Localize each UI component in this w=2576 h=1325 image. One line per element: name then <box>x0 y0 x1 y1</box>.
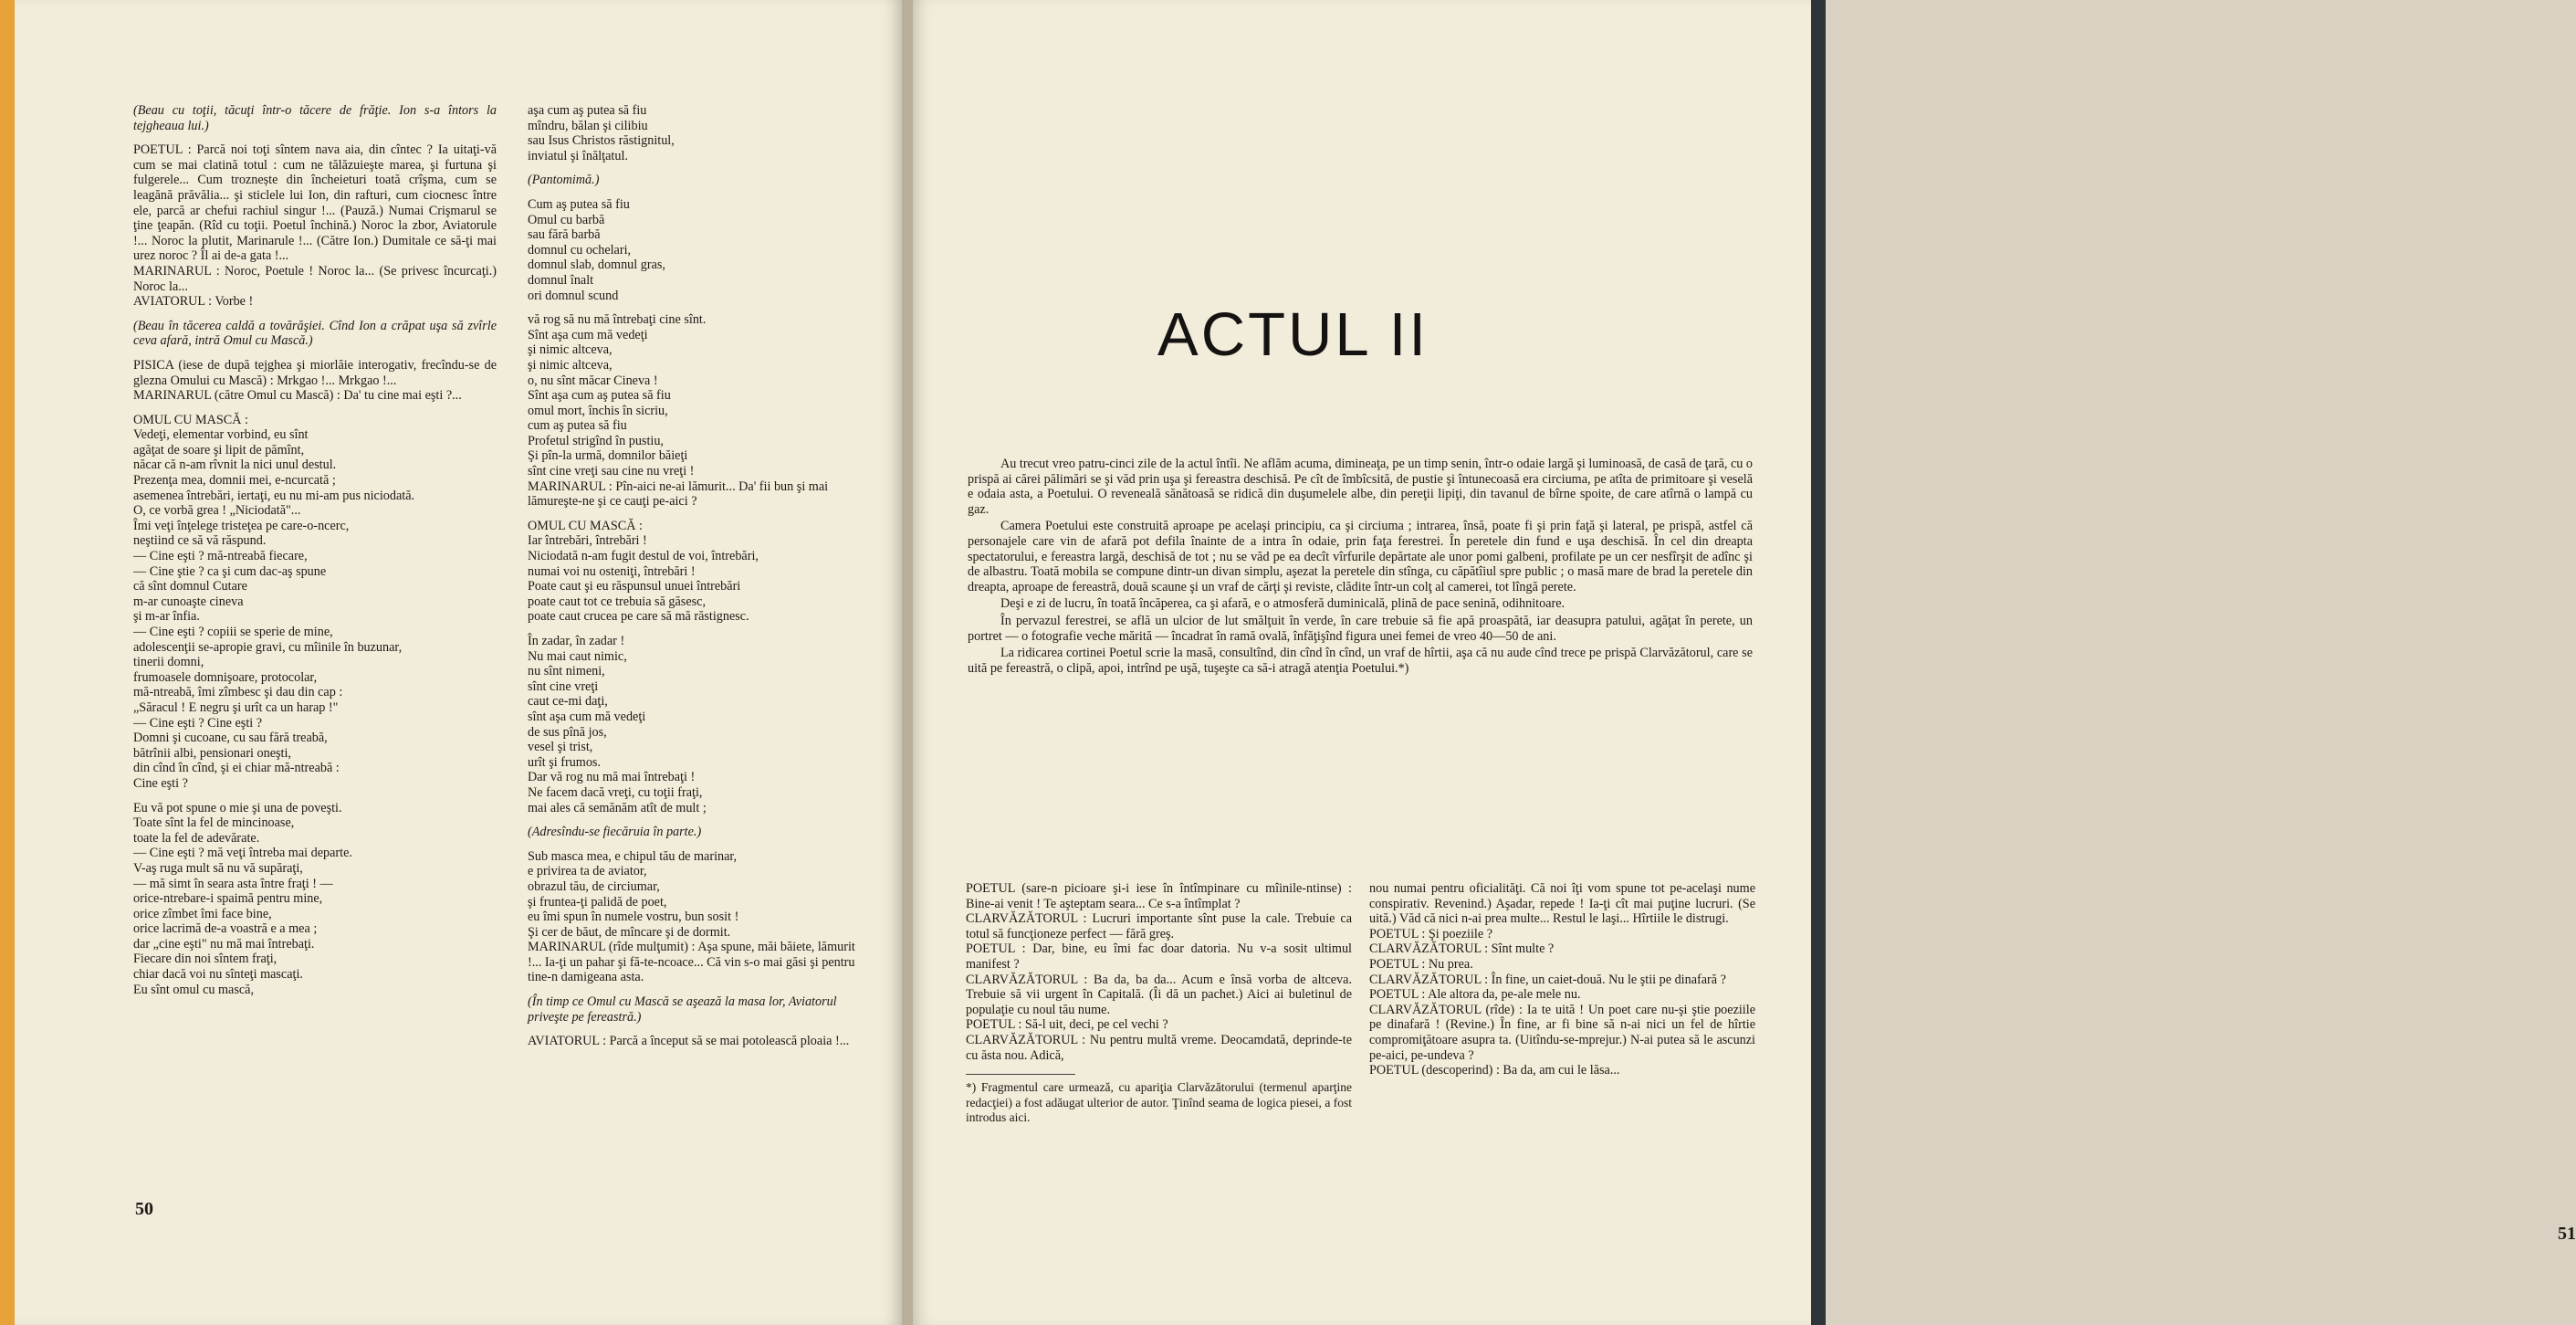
stage-direction: (Adresîndu-se fiecăruia în parte.) <box>528 825 702 840</box>
verse-block: Sub masca mea, e chipul tău de marinar, e privirea ta de aviator, obrazul tău, de circiumar, şi fruntea-ţi palidă de poet, eu îmi spun în numele vostru, bun sosit ! Şi cer de băut, de mîncare şi de dormit. <box>528 848 739 940</box>
dialogue-line: CLARVĂZĂTORUL : Nu pentru multă vreme. Deocamdată, deprinde-te cu ăsta nou. Adică, <box>966 1032 1352 1063</box>
left-page <box>15 0 902 1325</box>
verse-block: aşa cum aş putea să fiu mîndru, bălan şi cilibiu sau Isus Christos răstignitul, inviatul şi înălţatul. <box>528 103 675 163</box>
page-number-left: 50 <box>135 1199 153 1219</box>
dialogue-line: AVIATORUL : Vorbe ! <box>133 294 254 310</box>
dialogue-line: MARINARUL (către Omul cu Mască) : Da' tu cine mai eşti ?... <box>133 388 462 404</box>
page-number-right: 51 <box>2558 1224 2576 1244</box>
left-column-2 <box>528 103 856 1049</box>
intro-paragraph: Deşi e zi de lucru, în toată încăperea, ca şi afară, e o atmosferă duminicală, plină de pace senină, odihnitoare. <box>1000 596 1565 612</box>
dialogue-line: PISICA (iese de după tejghea şi miorlăie interogativ, frecîndu-se de glezna Omului cu Mască) : Mrkgao !... Mrkgao !... <box>133 357 497 388</box>
verse-block: OMUL CU MASCĂ : Vedeţi, elementar vorbind, eu sînt agăţat de soare şi lipit de pămînt, năcar că n-am rîvnit la nici unul destul. Prezenţa mea, domnii mei, e-ncurcată ; asemenea întrebări, iertaţi, eu nu mi-am pus niciodată. O, ce vorbă grea ! „Niciodată"... Îmi veţi înţelege tristeţea pe care-o-ncerc, neştiind ce să vă răspund. — Cine eşti ? mă-ntreabă fiecare, — Cine ştie ? ca şi cum dac-aş spune că sînt domnul Cutare m-ar cunoaşte cineva şi m-ar înfia. — Cine eşti ? copiii se sperie de mine, adolescenţii se-apropie gravi, cu mîinile în buzunar, tinerii domni, frumoasele domnişoare, protocolar, mă-ntreabă, îmi zîmbesc şi dau din cap : „Săracul ! E negru şi urît ca un harap !" — Cine eşti ? Cine eşti ? Domni şi cucoane, cu sau fără treabă, bătrînii albi, pensionari oneşti, din cînd în cînd, şi ei chiar mă-ntreabă : Cine eşti ? <box>133 412 415 791</box>
dialogue-line: CLARVĂZĂTORUL : În fine, un caiet-două. Nu le ştii pe dinafară ? <box>1369 972 1726 987</box>
dialogue-line: MARINARUL (rîde mulţumit) : Aşa spune, măi băiete, lămurit !... Ia-ţi un pahar şi fă-te-ncoace... Că vin s-o mai găsi şi pentru tine-n damigeana asta. <box>528 940 855 985</box>
dialogue-line: POETUL (descoperind) : Ba da, am cui le lăsa... <box>1369 1063 1620 1078</box>
left-column-1 <box>133 103 497 997</box>
intro-paragraph: Camera Poetului este construită aproape pe acelaşi principiu, ca şi circiuma ; intrarea, însă, poate fi şi prin faţă şi lateral, pe prispă, astfel că personajele care vin de afară pot defila înainte de a intra în odaie, prin faţa ferestrei. În peretele din fund e uşa deschisă. În cel din dreapta spectatorului, e fereastra largă, deschisă de tot ; nu se văd pe ea decît vîrfurile depărtate ale unor pomi galbeni, profilate pe un cer nesfîrşit de adînc şi de albastru. Toată mobila se compune dintr-un divan simplu, aşezat la peretele din stînga, cu căpătîiul spre public ; o masă mare de brad la peretele din dreapta, aproape de fereastră, două scaune şi un vraf de cărţi şi reviste, clădite într-un colţ al camerei, tot lîngă perete. <box>968 519 1753 594</box>
dialogue-line: CLARVĂZĂTORUL (rîde) : Ia te uită ! Un poet care nu-şi ştie poeziile pe dinafară ! (Revine.) În fine, ar fi bine să n-ai nici un fel de hîrtie compromiţătoare asupra ta. (Uitîndu-se-mprejur.) N-ai putea să le ascunzi pe-aici, pe-undeva ? <box>1369 1002 1755 1063</box>
dialogue-line: POETUL : Nu prea. <box>1369 956 1473 972</box>
dialogue-line: MARINARUL : Pîn-aici ne-ai lămurit... Da' fii bun şi mai lămureşte-ne şi ce cauţi pe-aici ? <box>528 478 829 510</box>
act-title: ACTUL II <box>1157 300 1429 369</box>
dialogue-line: POETUL : Parcă noi toţi sîntem nava aia, din cîntec ? Ia uitaţi-vă cum se mai clatină totul : cum ne tălăzuieşte marea, şi furtuna şi fulgerele... Cum troznește din încheieturi toată crîşma, cum se leagănă prăvălia... şi sticlele lui Ion, din rafturi, cum ciocnesc între ele, parcă ar chefui rachiul singur !... (Pauză.) Numai Crişmarul se ţine ţeapăn. (Rîd cu toţii. Poetul închină.) Noroc la zbor, Aviatorule !... Noroc la plutit, Marinarule !... (Către Ion.) Dumitale ce să-ţi mai urez noroc ? Îl ai de-a gata !... <box>133 142 497 264</box>
right-column-2 <box>1369 881 1755 1078</box>
footnote-rule <box>966 1074 1075 1075</box>
stage-direction: (Beau în tăcerea caldă a tovărăşiei. Cînd Ion a crăpat uşa să zvîrle ceva afară, intră Omul cu Mască.) <box>133 318 497 349</box>
stage-direction: (În timp ce Omul cu Mască se aşează la masa lor, Aviatorul priveşte pe fereastră.) <box>528 994 837 1025</box>
dialogue-line: POETUL : Şi poeziile ? <box>1369 926 1493 941</box>
stage-direction: (Beau cu toţii, tăcuţi într-o tăcere de frăţie. Ion s-a întors la tejgheaua lui.) <box>133 103 497 133</box>
verse-block: Eu vă pot spune o mie şi una de poveşti. Toate sînt la fel de mincinoase, toate la fel de adevărate. — Cine eşti ? mă veţi întreba mai departe. V-aş ruga mult să nu vă supăraţi, — mă simt în seara asta între fraţi ! — orice-ntrebare-i spaimă pentru mine, orice zîmbet îmi face bine, orice lacrimă de-a voastră e a mea ; dar „cine eşti" nu mă mai întrebaţi. Fiecare din noi sîntem fraţi, chiar dacă voi nu sînteţi mascaţi. Eu sînt omul cu mască, <box>133 800 352 997</box>
verse-block: vă rog să nu mă întrebaţi cine sînt. Sînt aşa cum mă vedeţi şi nimic altceva, şi nimic altceva, o, nu sînt măcar Cineva ! Sînt aşa cum aş putea să fiu omul mort, închis în sicriu, cum aş putea să fiu Profetul strigînd în pustiu, Şi pîn-la urmă, domnilor băieţi sînt cine vreţi sau cine nu vreţi ! <box>528 312 707 479</box>
verse-block: OMUL CU MASCĂ : Iar întrebări, întrebări ! Niciodată n-am fugit destul de voi, întrebări, numai voi nu osteniţi, întrebări ! Poate caut şi eu răspunsul unuei întrebări poate caut tot ce trebuia să găsesc, poate caut crucea pe care să mă răstignesc. <box>528 518 759 625</box>
stage-direction: (Pantomimă.) <box>528 173 600 188</box>
book-gutter <box>902 0 913 1325</box>
dialogue-line: POETUL : Să-l uit, deci, pe cel vechi ? <box>966 1017 1168 1033</box>
dialogue-line: POETUL : Ale altora da, pe-ale mele nu. <box>1369 987 1581 1003</box>
dialogue-line: nou numai pentru oficialităţi. Că noi îţi vom spune tot pe-acelaşi nume conspirativ. Revenind.) Aşadar, repede ! Ia-ţi cît mai puţine lucruri. (Se uită.) Văd că nici n-ai prea multe... Restul le laşi... Hîrtiile le distrugi. <box>1369 881 1755 927</box>
dialogue-line: AVIATORUL : Parcă a început să se mai potolească ploaia !... <box>528 1034 850 1049</box>
intro-paragraph: Au trecut vreo patru-cinci zile de la actul întîi. Ne aflăm acuma, dimineaţa, pe un timp senin, într-o odaie largă şi luminoasă, de casă de ţară, cu o prispă ai cărei pălimări se şi văd prin uşa şi fereastra deschisă. Pe cît de îmbîcsită, de pustie şi întunecoasă era circiuma, pe atîta de primitoare şi veselă e odaia asta, a Poetului. O reveneală sănătoasă se ridică din duşumelele albe, din pereţii lipiţi, din tavanul de bîrne spoite, de care atîrnă o lampă cu gaz. <box>968 457 1753 517</box>
dialogue-line: CLARVĂZĂTORUL : Lucruri importante sînt puse la cale. Trebuie ca totul să funcţioneze perfect — fără greş. <box>966 911 1352 941</box>
dialogue-line: CLARVĂZĂTORUL : Ba da, ba da... Acum e însă vorba de altceva. Trebuie să vii urgent în Capitală. (Îi dă un pachet.) Aici ai buletinul de populaţie cu noul tău nume. <box>966 972 1352 1017</box>
right-column-1 <box>966 881 1352 1126</box>
verse-block: Cum aş putea să fiu Omul cu barbă sau fără barbă domnul cu ochelari, domnul slab, domnul gras, domnul înalt ori domnul scund <box>528 196 665 303</box>
footnote: *) Fragmentul care urmează, cu apariţia Clarvăzătorului (termenul aparţine redacţiei) a fost adăugat ulterior de autor. Ţinînd seama de logica piesei, a fost introdus aici. <box>966 1080 1352 1125</box>
stage-directions-intro <box>968 457 1753 676</box>
intro-paragraph: În pervazul ferestrei, se află un ulcior de lut smălţuit în verde, în care trebuie să fie apă proaspătă, iar deasupra patului, agăţat în perete, un portret — o fotografie veche mărită — încadrat în ramă ovală, înfăţişînd figura unei femei de vreo 40—50 de ani. <box>968 613 1753 644</box>
book-edge-left <box>0 0 15 1325</box>
book-cover-right <box>1811 0 1826 1325</box>
dialogue-line: POETUL : Dar, bine, eu îmi fac doar datoria. Nu v-a sosit ultimul manifest ? <box>966 941 1352 972</box>
verse-block: În zadar, în zadar ! Nu mai caut nimic, nu sînt nimeni, sînt cine vreţi caut ce-mi daţi, sînt aşa cum mă vedeţi de sus pînă jos, vesel şi trist, urît şi frumos. Dar vă rog nu mă mai întrebaţi ! Ne facem dacă vreţi, cu toţii fraţi, mai ales că semănăm atît de mult ; <box>528 634 707 815</box>
intro-paragraph: La ridicarea cortinei Poetul scrie la masă, consultînd, din cînd în cînd, un vraf de hîrtii, aşa că nu aude cînd trece pe prispă Clarvăzătorul, care se uită pe fereastră, o clipă, apoi, intrînd pe uşă, tuşeşte ca să-i atragă atenţia Poetului.*) <box>968 646 1753 676</box>
dialogue-line: CLARVĂZĂTORUL : Sînt multe ? <box>1369 941 1555 957</box>
dialogue-line: MARINARUL : Noroc, Poetule ! Noroc la... (Se privesc încurcaţi.) Noroc la... <box>133 263 497 294</box>
dialogue-line: POETUL (sare-n picioare şi-i iese în întîmpinare cu mîinile-ntinse) : Bine-ai venit ! Te aşteptam seara... Ce s-a întîmplat ? <box>966 881 1352 911</box>
